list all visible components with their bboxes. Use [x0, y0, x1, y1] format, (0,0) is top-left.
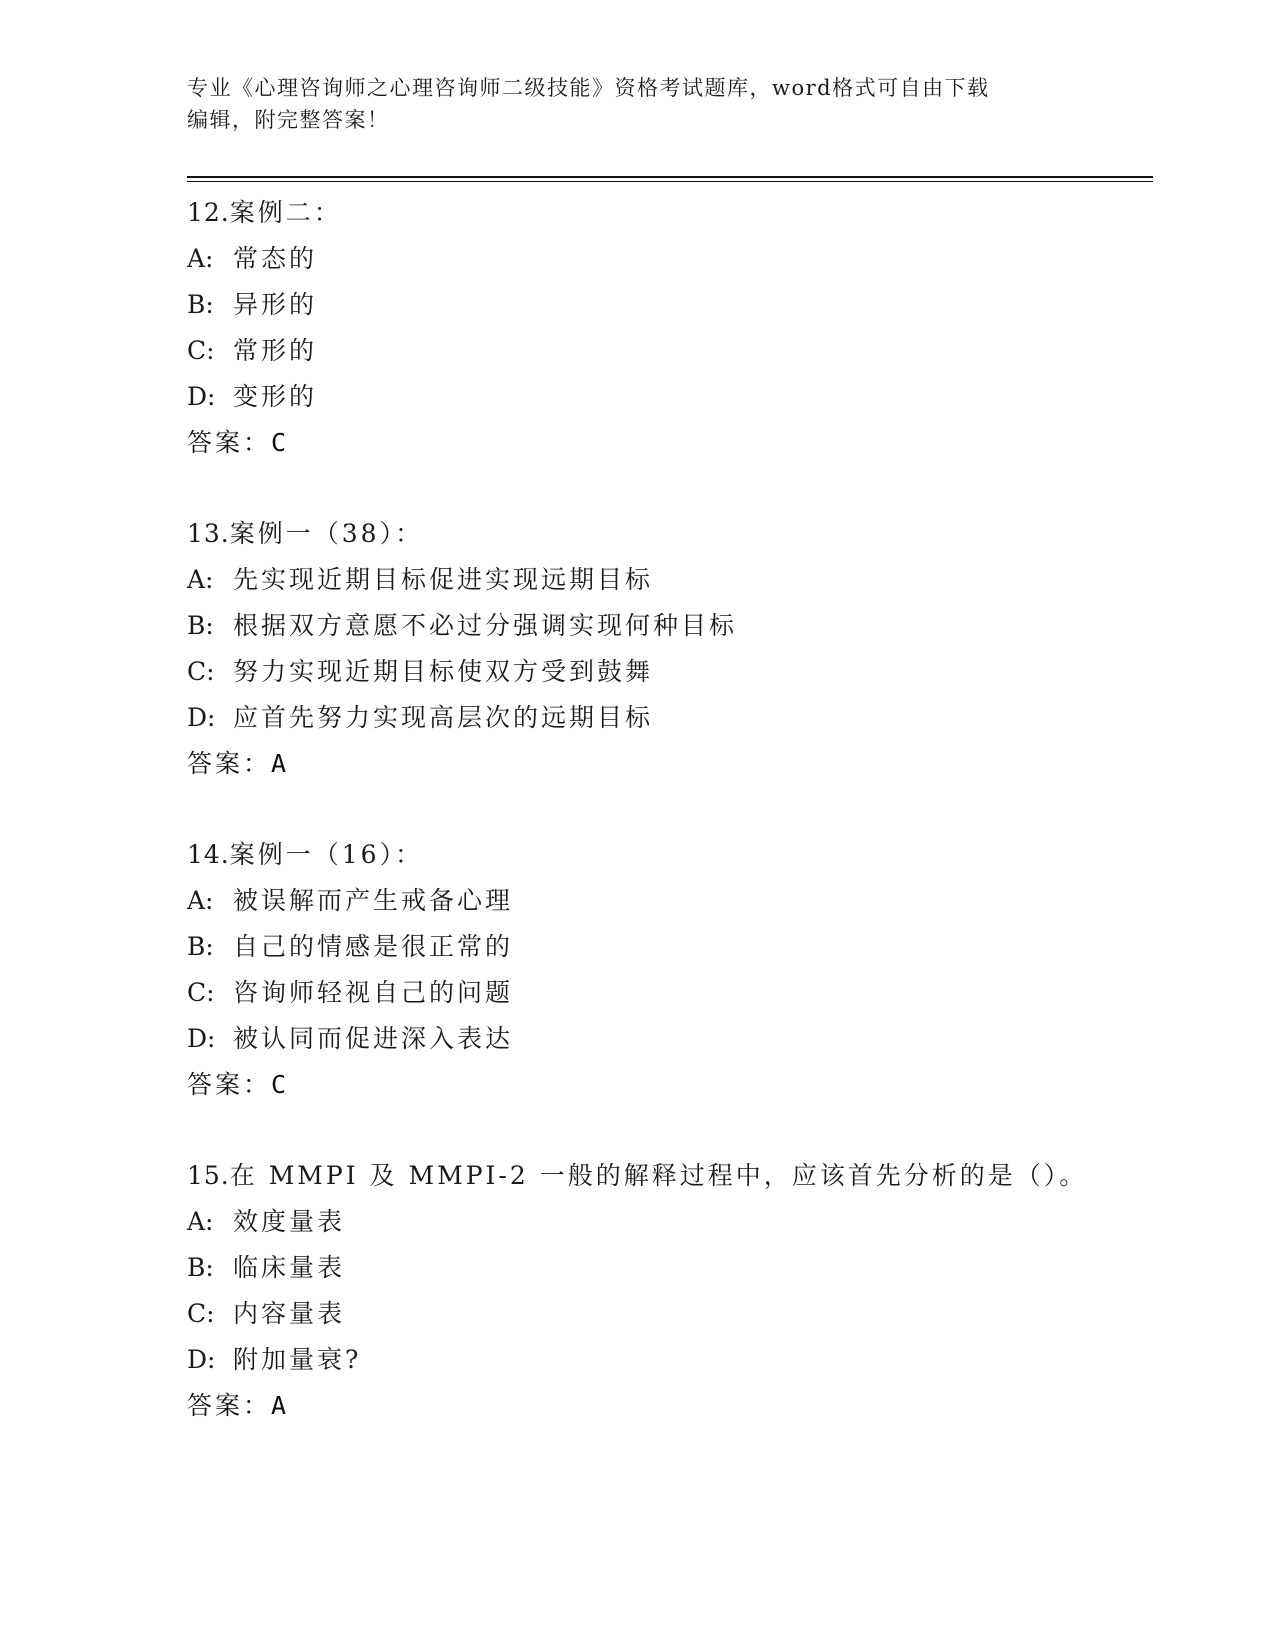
option-d	[187, 695, 1147, 741]
option-letter: A:	[187, 886, 214, 915]
header-divider-thick	[187, 176, 1153, 178]
option-a	[187, 878, 1147, 924]
header-divider-thin	[187, 181, 1153, 182]
option-b	[187, 1245, 1147, 1291]
question-15	[187, 1153, 1147, 1429]
option-text: 常态的	[233, 244, 318, 273]
option-text: 临床量表	[233, 1253, 346, 1282]
question-13	[187, 511, 1147, 787]
option-letter: D:	[187, 1345, 216, 1374]
option-letter: B:	[187, 932, 214, 961]
question-number: 15.	[187, 1161, 230, 1190]
answer-value: A	[271, 1391, 287, 1420]
question-text: 在 MMPI 及 MMPI-2 一般的解释过程中，应该首先分析的是（）。	[229, 1161, 1088, 1190]
option-text: 努力实现近期目标使双方受到鼓舞	[233, 657, 654, 686]
answer-value: A	[271, 749, 287, 778]
question-number: 12.	[187, 198, 230, 227]
option-text: 异形的	[233, 290, 318, 319]
option-b	[187, 924, 1147, 970]
option-letter: D:	[187, 382, 216, 411]
option-c	[187, 970, 1147, 1016]
option-c	[187, 328, 1147, 374]
option-letter: A:	[187, 1207, 214, 1236]
option-letter: D:	[187, 703, 216, 732]
question-text: 案例一（16）：	[229, 840, 424, 869]
option-text: 先实现近期目标促进实现远期目标	[233, 565, 654, 594]
question-12	[187, 190, 1147, 466]
option-a	[187, 557, 1147, 603]
question-stem	[187, 832, 1147, 878]
option-text: 应首先努力实现高层次的远期目标	[233, 703, 654, 732]
answer-value: C	[271, 1070, 287, 1099]
option-text: 附加量衰?	[233, 1345, 362, 1374]
option-d	[187, 1016, 1147, 1062]
option-text: 根据双方意愿不必过分强调实现何种目标	[233, 611, 738, 640]
option-d	[187, 374, 1147, 420]
answer-label: 答案：	[187, 428, 272, 457]
answer-value: C	[271, 428, 287, 457]
question-list	[187, 190, 1147, 1474]
document-header	[187, 72, 1087, 136]
question-14	[187, 832, 1147, 1108]
answer-label: 答案：	[187, 749, 272, 778]
answer-line	[187, 420, 1147, 466]
option-c	[187, 649, 1147, 695]
option-letter: A:	[187, 244, 214, 273]
option-text: 常形的	[233, 336, 318, 365]
option-d	[187, 1337, 1147, 1383]
option-b	[187, 282, 1147, 328]
option-text: 自己的情感是很正常的	[233, 932, 514, 961]
option-b	[187, 603, 1147, 649]
option-letter: D:	[187, 1024, 216, 1053]
question-number: 13.	[187, 519, 230, 548]
option-letter: C:	[187, 657, 215, 686]
option-letter: C:	[187, 978, 215, 1007]
question-stem	[187, 511, 1147, 557]
header-line-1: 专业《心理咨询师之心理咨询师二级技能》资格考试题库，word格式可自由下载	[187, 76, 990, 100]
option-letter: B:	[187, 611, 214, 640]
option-text: 效度量表	[233, 1207, 346, 1236]
option-letter: B:	[187, 1253, 214, 1282]
option-a	[187, 236, 1147, 282]
option-letter: C:	[187, 1299, 215, 1328]
question-stem	[187, 190, 1147, 236]
option-text: 被误解而产生戒备心理	[233, 886, 514, 915]
option-a	[187, 1199, 1147, 1245]
answer-label: 答案：	[187, 1070, 272, 1099]
option-text: 内容量表	[233, 1299, 346, 1328]
answer-line	[187, 1062, 1147, 1108]
answer-label: 答案：	[187, 1391, 272, 1420]
option-letter: B:	[187, 290, 214, 319]
option-text: 变形的	[233, 382, 318, 411]
question-stem	[187, 1153, 1147, 1199]
question-number: 14.	[187, 840, 230, 869]
option-text: 咨询师轻视自己的问题	[233, 978, 514, 1007]
option-letter: C:	[187, 336, 215, 365]
answer-line	[187, 741, 1147, 787]
question-text: 案例二：	[229, 198, 342, 227]
option-c	[187, 1291, 1147, 1337]
header-line-2: 编辑，附完整答案！	[187, 108, 390, 132]
question-text: 案例一（38）：	[229, 519, 424, 548]
option-letter: A:	[187, 565, 214, 594]
answer-line	[187, 1383, 1147, 1429]
option-text: 被认同而促进深入表达	[233, 1024, 514, 1053]
